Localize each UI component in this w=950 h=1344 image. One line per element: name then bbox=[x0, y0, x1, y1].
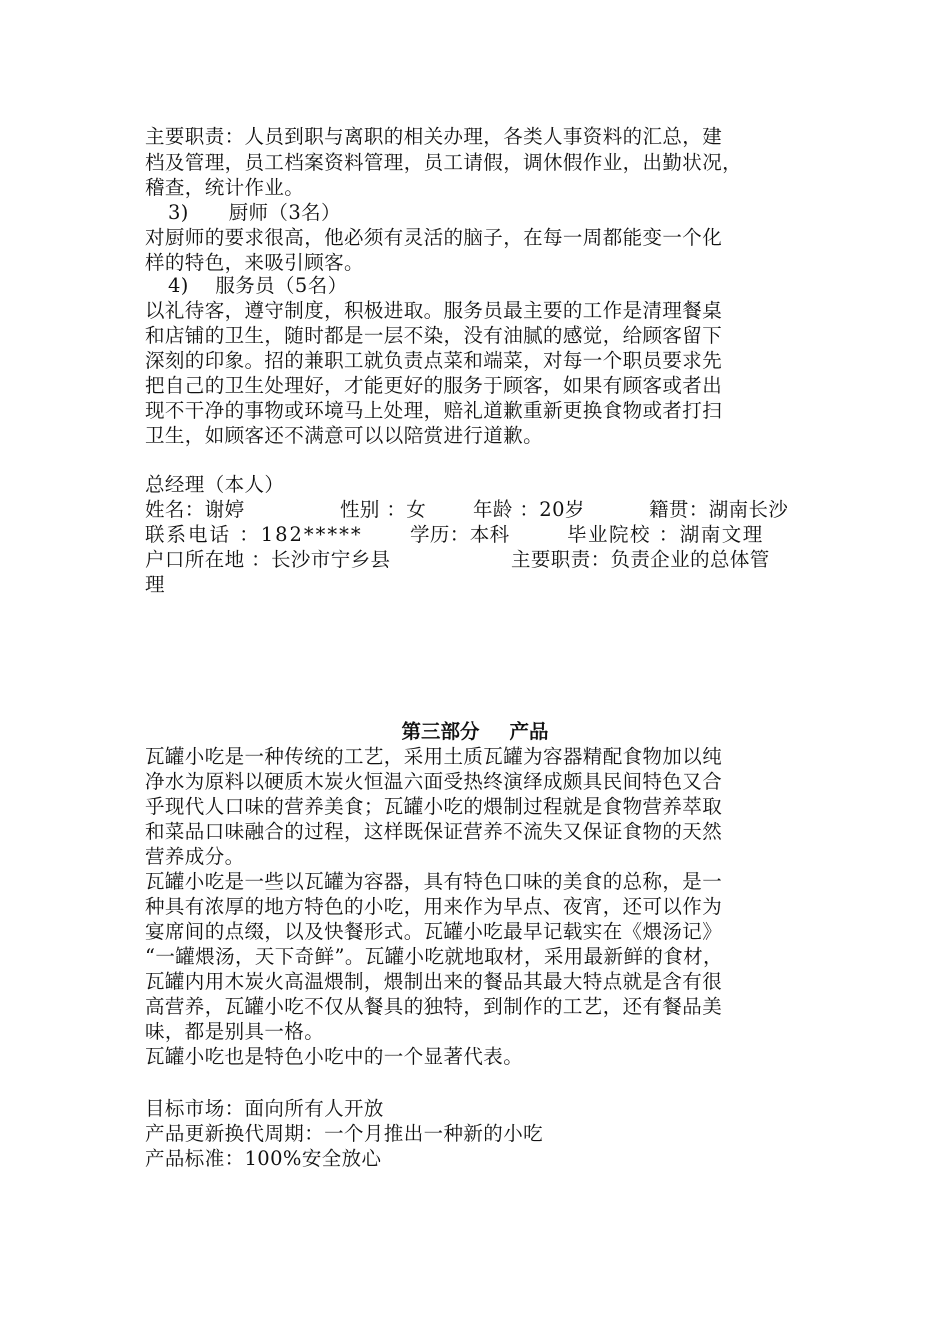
product-para2-line-5: 瓦罐内用木炭火高温煨制，煨制出来的餐品其最大特点就是含有很 bbox=[145, 970, 723, 993]
product-para2-line-6: 高营养，瓦罐小吃不仅从餐具的独特，到制作的工艺，还有餐品美 bbox=[145, 995, 723, 1018]
waiter-line-6: 卫生，如顾客还不满意可以以陪赏进行道歉。 bbox=[145, 424, 544, 447]
chef-heading: 3) 厨师（3名） bbox=[168, 201, 341, 224]
gm-phone: 联系电话 ：182***** bbox=[145, 523, 363, 546]
product-para1-line-3: 乎现代人口味的营养美食；瓦罐小吃的煨制过程就是食物营养萃取 bbox=[145, 795, 723, 818]
gm-name: 姓名：谢婷 bbox=[145, 498, 245, 521]
product-para2-line-1: 瓦罐小吃是一些以瓦罐为容器，具有特色口味的美食的总称，是一 bbox=[145, 870, 723, 893]
gm-school: 毕业院校 ：湖南文理 bbox=[567, 523, 764, 546]
target-market: 目标市场：面向所有人开放 bbox=[145, 1097, 384, 1120]
waiter-line-3: 深刻的印象。招的兼职工就负责点菜和端菜，对每一个职员要求先 bbox=[145, 349, 723, 372]
product-para3: 瓦罐小吃也是特色小吃中的一个显著代表。 bbox=[145, 1045, 524, 1068]
chef-line-1: 对厨师的要求很高，他必须有灵活的脑子，在每一周都能变一个化 bbox=[145, 226, 723, 249]
product-para2-line-2: 种具有浓厚的地方特色的小吃，用来作为早点、夜宵，还可以作为 bbox=[145, 895, 723, 918]
waiter-line-4: 把自己的卫生处理好，才能更好的服务于顾客，如果有顾客或者出 bbox=[145, 374, 723, 397]
gm-residence: 户口所在地 ：长沙市宁乡县 bbox=[145, 548, 391, 571]
product-para1-line-5: 营养成分。 bbox=[145, 845, 245, 868]
gm-title: 总经理（本人） bbox=[145, 473, 285, 496]
section-heading-part: 第三部分 bbox=[401, 720, 480, 743]
gm-duty: 主要职责：负责企业的总体管 bbox=[511, 548, 770, 571]
product-para2-line-3: 宴席间的点缀，以及快餐形式。瓦罐小吃最早记载实在《煨汤记》 bbox=[145, 920, 723, 943]
hr-duties-line-3: 稽查，统计作业。 bbox=[145, 176, 305, 199]
product-para1-line-1: 瓦罐小吃是一种传统的工艺，采用土质瓦罐为容器精配食物加以纯 bbox=[145, 745, 723, 768]
section-heading-title: 产品 bbox=[509, 720, 549, 743]
chef-line-2: 样的特色，来吸引顾客。 bbox=[145, 251, 364, 274]
gm-gender: 性别 ：女 bbox=[340, 498, 427, 521]
product-para1-line-4: 和菜品口味融合的过程，这样既保证营养不流失又保证食物的天然 bbox=[145, 820, 723, 843]
product-para2-line-4: “一罐煨汤，天下奇鲜”。瓦罐小吃就地取材，采用最新鲜的食材， bbox=[145, 945, 723, 968]
waiter-line-5: 现不干净的事物或环境马上处理，赔礼道歉重新更换食物或者打扫 bbox=[145, 399, 723, 422]
gm-duty-continued: 理 bbox=[145, 573, 165, 596]
gm-hometown: 籍贯：湖南长沙 bbox=[649, 498, 789, 521]
waiter-line-1: 以礼待客，遵守制度，积极进取。服务员最主要的工作是清理餐桌 bbox=[145, 299, 723, 322]
product-standard: 产品标准：100%安全放心 bbox=[145, 1147, 382, 1170]
section-heading bbox=[0, 720, 950, 744]
hr-duties-line-1: 主要职责：人员到职与离职的相关办理，各类人事资料的汇总，建 bbox=[145, 125, 723, 148]
product-para1-line-2: 净水为原料以硬质木炭火恒温六面受热终演绎成颇具民间特色又合 bbox=[145, 770, 723, 793]
update-cycle: 产品更新换代周期：一个月推出一种新的小吃 bbox=[145, 1122, 544, 1145]
gm-age: 年龄 ：20岁 bbox=[473, 498, 585, 521]
waiter-heading: 4) 服务员（5名） bbox=[168, 274, 348, 297]
product-para2-line-7: 味，都是别具一格。 bbox=[145, 1020, 325, 1043]
waiter-line-2: 和店铺的卫生，随时都是一层不染，没有油腻的感觉，给顾客留下 bbox=[145, 324, 723, 347]
gm-education: 学历：本科 bbox=[410, 523, 510, 546]
hr-duties-line-2: 档及管理，员工档案资料管理，员工请假，调休假作业，出勤状况， bbox=[145, 151, 743, 174]
